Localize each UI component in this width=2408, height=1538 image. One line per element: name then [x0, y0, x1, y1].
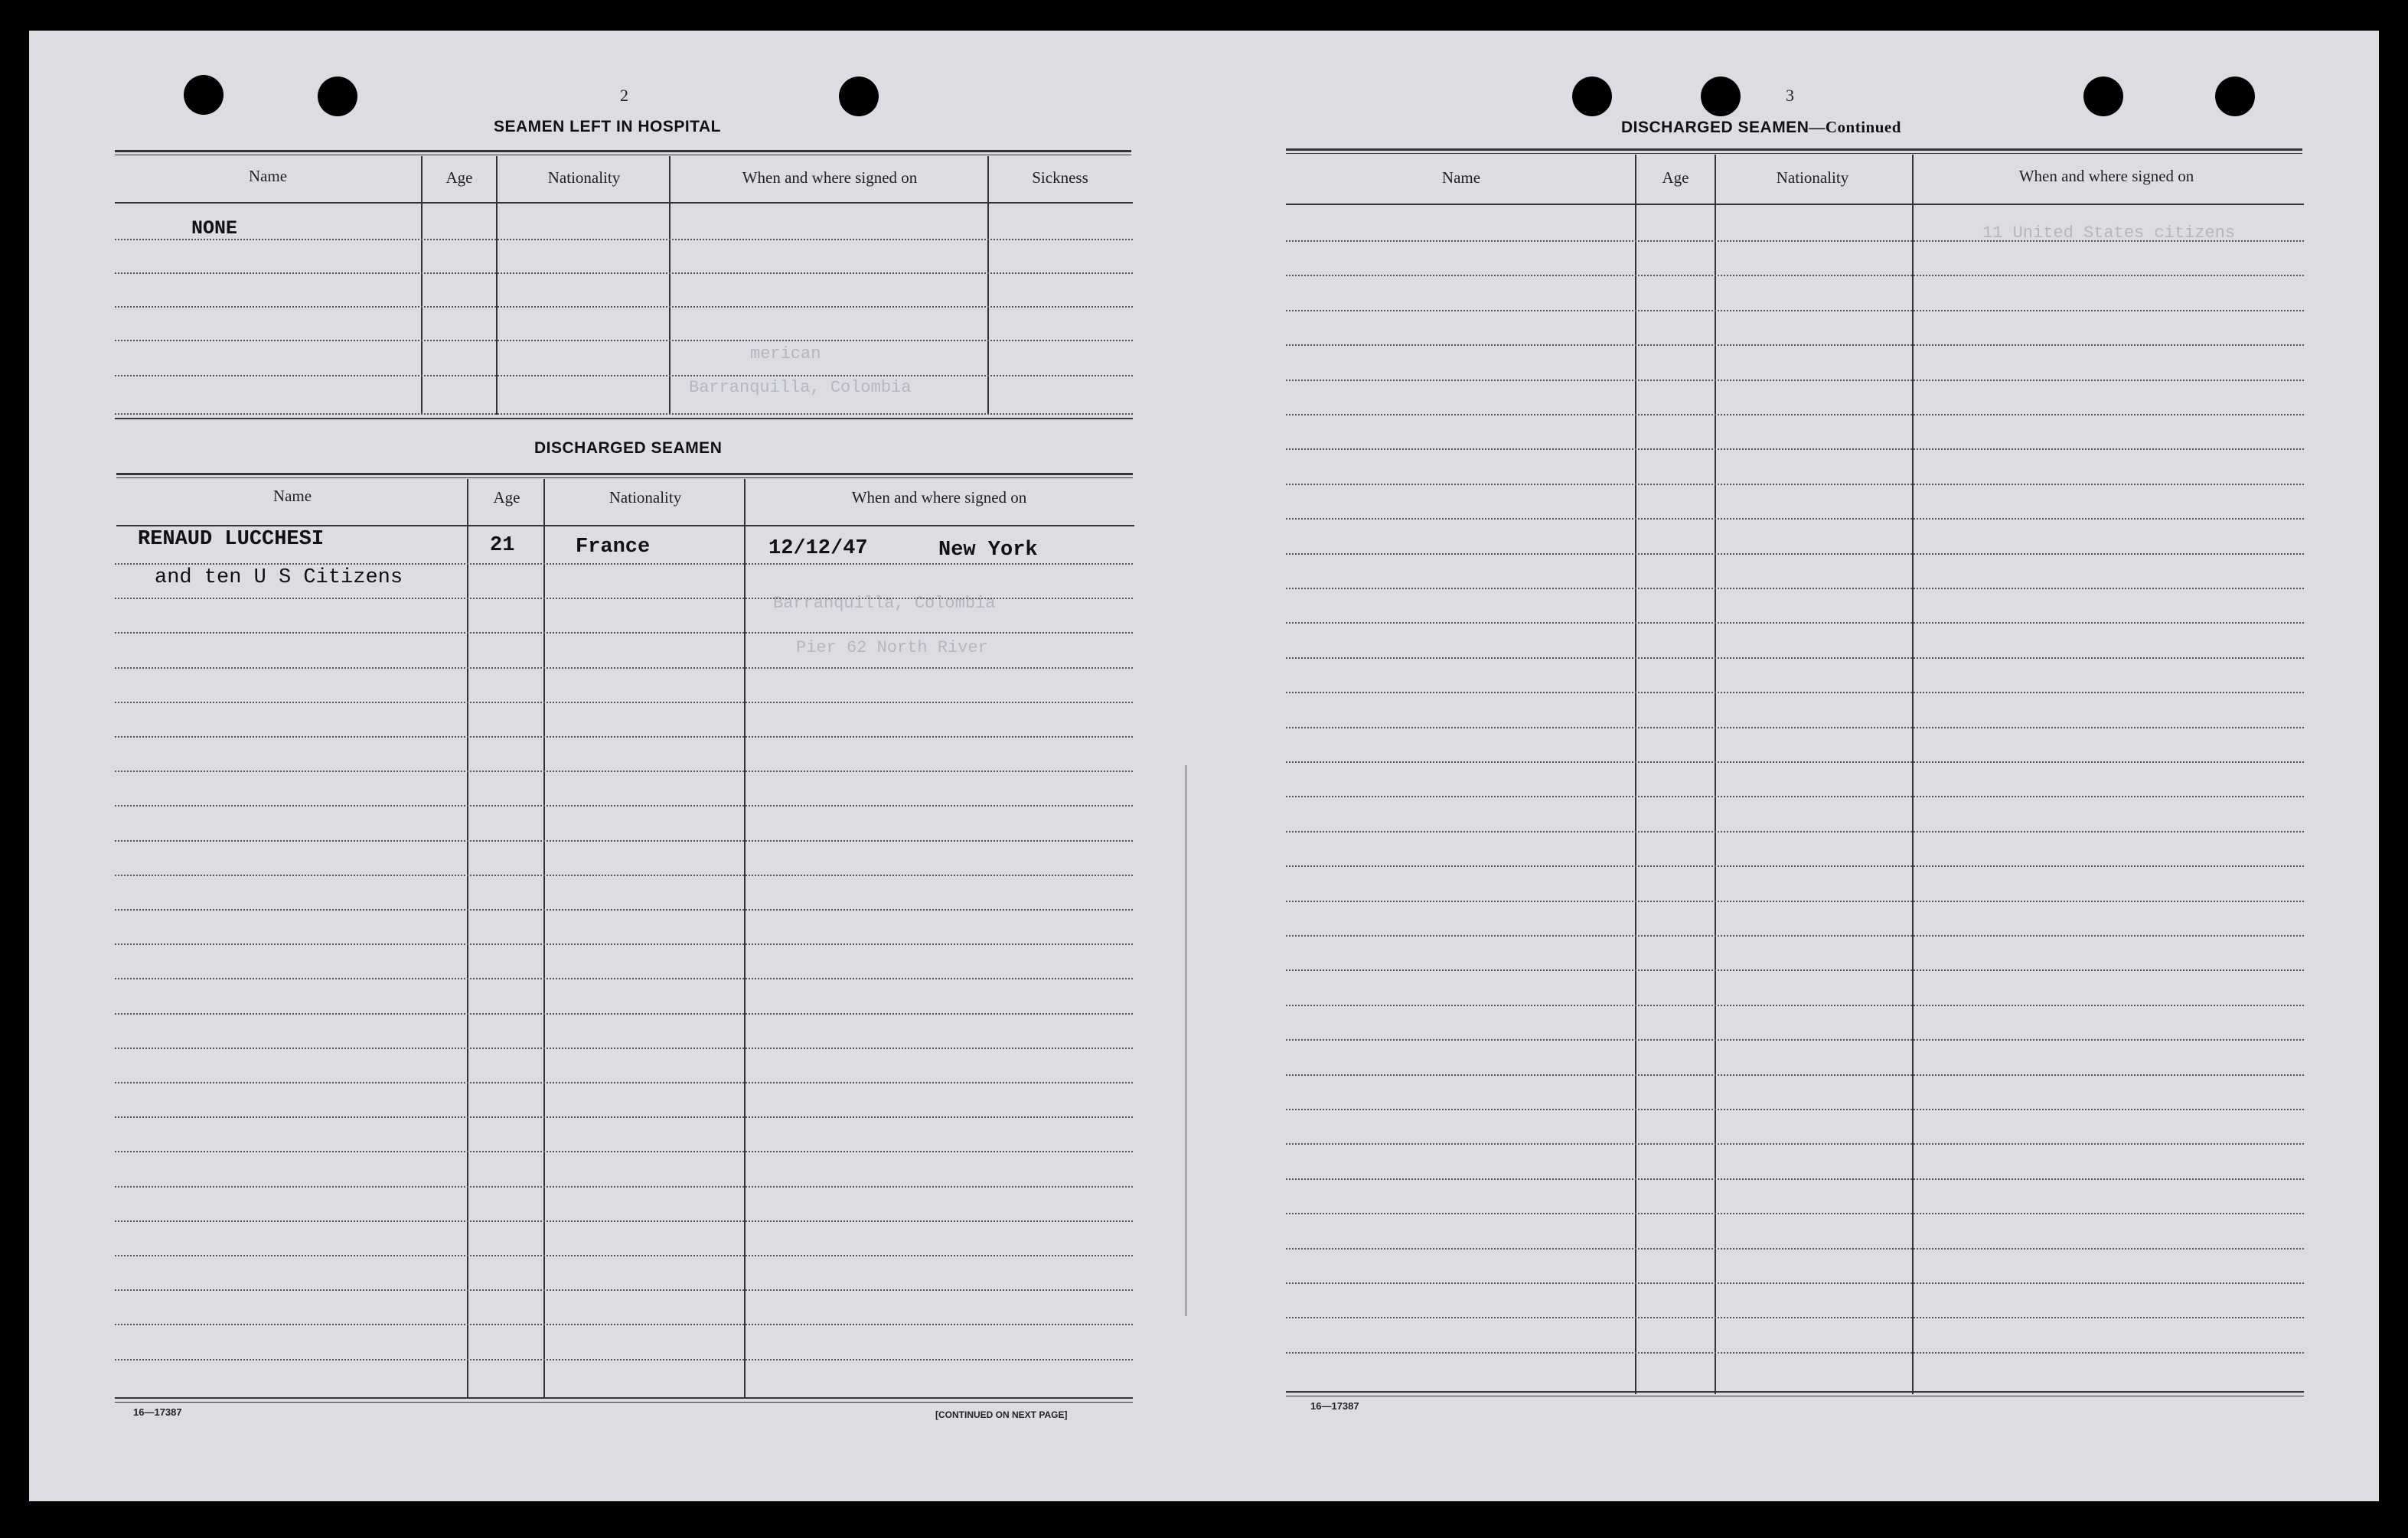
signed-on-date: 12/12/47 — [768, 537, 868, 560]
bleed-through-text: Barranquilla, Colombia — [773, 594, 996, 613]
rule — [1286, 148, 2302, 151]
entry-line — [1286, 1074, 2304, 1076]
bleed-through-text: merican — [750, 344, 821, 363]
entry-line — [115, 1359, 1133, 1360]
entry-line — [1286, 969, 2304, 971]
column-header-nationality: Nationality — [609, 488, 682, 507]
entry-line — [115, 771, 1133, 772]
entry-line — [1286, 657, 2304, 659]
punch-hole — [318, 77, 357, 116]
entry-line — [115, 375, 1133, 376]
punch-hole — [2215, 77, 2255, 116]
column-divider — [744, 479, 746, 1397]
rule — [116, 477, 1133, 478]
column-header-nationality: Nationality — [1776, 168, 1849, 187]
rule — [1286, 204, 2304, 205]
column-header-signed-on: When and where signed on — [742, 168, 918, 187]
entry-line — [115, 1082, 1133, 1083]
entry-line — [1286, 484, 2304, 485]
entry-line — [1286, 692, 2304, 693]
rule — [116, 473, 1133, 475]
entry-line — [1286, 1005, 2304, 1006]
column-header-sickness: Sickness — [1032, 168, 1088, 187]
entry-line — [115, 1013, 1133, 1015]
column-header-age: Age — [445, 168, 473, 187]
entry-line — [1286, 240, 2304, 242]
entry-line — [1286, 448, 2304, 450]
entry-line — [1286, 761, 2304, 763]
entry-line — [1286, 1213, 2304, 1214]
entry-line — [115, 340, 1133, 341]
rule — [115, 202, 1133, 204]
column-header-nationality: Nationality — [547, 168, 621, 187]
seaman-nationality: France — [576, 536, 651, 559]
entry-line — [115, 805, 1133, 806]
punch-hole — [184, 75, 224, 115]
column-divider — [1715, 155, 1716, 1394]
page-number: 2 — [620, 86, 628, 105]
rule — [115, 150, 1131, 152]
entry-line — [115, 1220, 1133, 1222]
rule — [1286, 153, 2302, 154]
entry-line — [1286, 831, 2304, 833]
hospital-entry-none: NONE — [191, 217, 238, 239]
entry-line — [115, 563, 1133, 565]
entry-line — [115, 943, 1133, 945]
rule — [116, 525, 1134, 526]
entry-line — [115, 1151, 1133, 1152]
entry-line — [1286, 935, 2304, 937]
entry-line — [115, 632, 1133, 634]
column-header-signed-on: When and where signed on — [2018, 167, 2194, 185]
title-main: DISCHARGED SEAMEN — [1621, 119, 1809, 136]
seaman-name: RENAUD LUCCHESI — [138, 528, 325, 551]
seaman-note: and ten U S Citizens — [155, 566, 403, 589]
entry-line — [1286, 622, 2304, 624]
entry-line — [115, 239, 1133, 240]
entry-line — [115, 598, 1133, 599]
entry-line — [115, 1048, 1133, 1049]
bleed-through-text: Pier 62 North River — [796, 638, 988, 657]
entry-line — [1286, 901, 2304, 902]
entry-line — [1286, 414, 2304, 415]
continued-note: [CONTINUED ON NEXT PAGE] — [935, 1409, 1068, 1420]
entry-line — [1286, 1178, 2304, 1180]
page-number: 3 — [1786, 86, 1794, 105]
entry-line — [115, 667, 1133, 669]
entry-line — [1286, 380, 2304, 381]
column-header-age: Age — [1662, 168, 1689, 187]
entry-line — [1286, 1143, 2304, 1145]
column-divider — [1912, 155, 1914, 1394]
column-divider — [467, 479, 468, 1397]
column-divider — [543, 479, 545, 1397]
rule — [115, 418, 1133, 419]
punch-hole — [2083, 77, 2123, 116]
document-sheet — [29, 31, 2379, 1501]
rule — [115, 1402, 1133, 1403]
entry-line — [115, 272, 1133, 274]
column-header-name: Name — [1441, 168, 1481, 187]
rule — [1286, 1391, 2304, 1393]
form-number: 16—17387 — [1310, 1400, 1359, 1412]
seaman-age: 21 — [490, 534, 515, 557]
title-suffix: —Continued — [1809, 118, 1901, 136]
entry-line — [1286, 1317, 2304, 1318]
entry-line — [1286, 865, 2304, 867]
rule — [115, 1397, 1133, 1399]
entry-line — [115, 1324, 1133, 1325]
entry-line — [115, 909, 1133, 911]
entry-line — [1286, 796, 2304, 797]
discharged-continued-title — [1621, 118, 1901, 137]
column-header-name: Name — [272, 487, 312, 505]
column-divider — [1635, 155, 1636, 1394]
form-number: 16—17387 — [133, 1406, 182, 1418]
discharged-section-title: DISCHARGED SEAMEN — [534, 439, 723, 457]
column-header-age: Age — [493, 488, 520, 507]
entry-line — [115, 875, 1133, 876]
entry-line — [1286, 588, 2304, 589]
entry-line — [115, 306, 1133, 308]
entry-line — [1286, 1109, 2304, 1110]
signed-on-place: New York — [938, 539, 1038, 562]
bleed-through-text: Barranquilla, Colombia — [689, 378, 912, 397]
page-fold — [1185, 765, 1187, 1316]
hospital-section-title: SEAMEN LEFT IN HOSPITAL — [494, 118, 721, 135]
entry-line — [1286, 1248, 2304, 1250]
entry-line — [115, 1116, 1133, 1118]
entry-line — [1286, 518, 2304, 520]
entry-line — [115, 1289, 1133, 1291]
entry-line — [115, 1186, 1133, 1188]
entry-line — [1286, 275, 2304, 276]
entry-line — [1286, 344, 2304, 346]
entry-line — [1286, 727, 2304, 728]
punch-hole — [1572, 77, 1612, 116]
entry-line — [115, 1255, 1133, 1256]
entry-line — [1286, 1282, 2304, 1284]
punch-hole — [1701, 77, 1741, 116]
entry-line — [115, 840, 1133, 842]
entry-line — [115, 736, 1133, 738]
column-header-name: Name — [248, 167, 288, 185]
punch-hole — [839, 77, 879, 116]
column-header-signed-on: When and where signed on — [851, 488, 1027, 507]
entry-line — [1286, 1352, 2304, 1354]
entry-line — [115, 702, 1133, 703]
entry-line — [115, 413, 1133, 415]
entry-line — [1286, 1039, 2304, 1041]
bleed-through-text: 11 United States citizens — [1982, 223, 2236, 243]
entry-line — [115, 978, 1133, 979]
entry-line — [1286, 553, 2304, 555]
entry-line — [1286, 310, 2304, 311]
